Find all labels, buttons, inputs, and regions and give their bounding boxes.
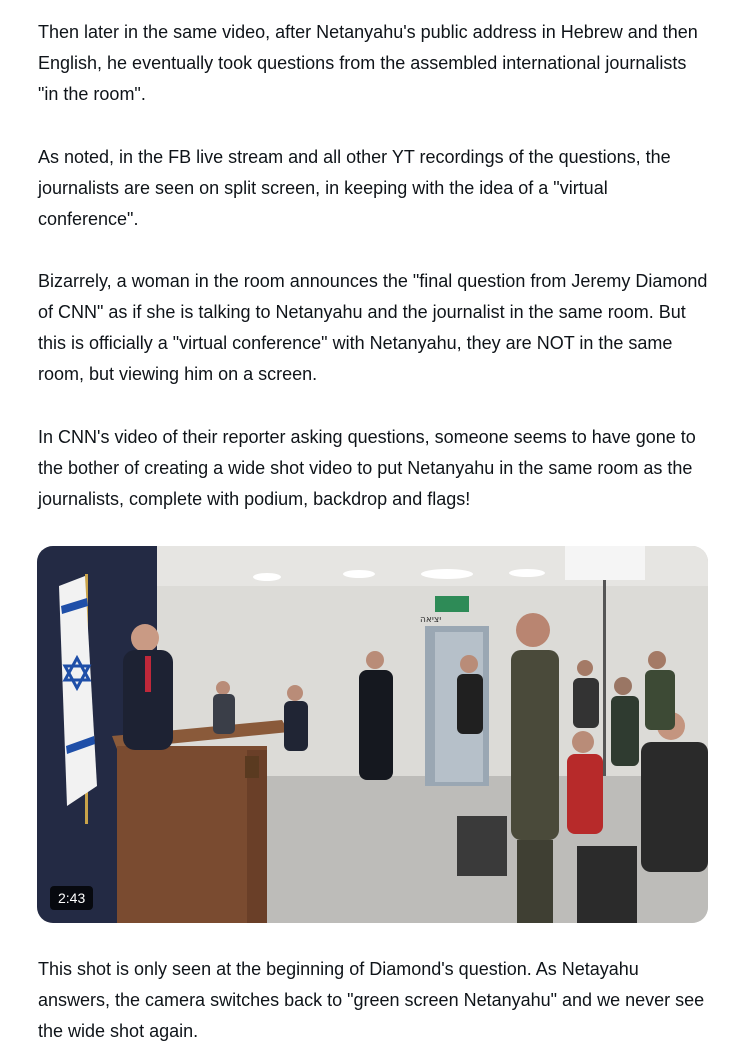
paragraph-1: Then later in the same video, after Netanyahu's public address in Hebrew and then English, he eventually took questions from the assembled international journalists "in the room". [38, 22, 698, 104]
video-duration-badge: 2:43 [50, 886, 93, 910]
paragraph-5: This shot is only seen at the beginning of Diamond's question. As Netayahu answers, the camera switches back to "green screen Netanyahu" and we never see the wide shot again. [38, 959, 705, 1041]
paragraph-4: In CNN's video of their reporter asking questions, someone seems to have gone to the bother of creating a wide shot video to put Netanyahu in the same room as the journalists, complete with podium, backdrop and flags! [38, 427, 696, 509]
paragraph-3: Bizarrely, a woman in the room announces the "final question from Jeremy Diamond of CNN" as if she is talking to Netanyahu and the journalist in the same room. But this is officially a "virtual conference" with Netanyahu, they are NOT in the same room, but viewing him on a screen. [38, 271, 708, 384]
video-player[interactable] [37, 546, 708, 923]
exit-sign-text: יציאה [420, 615, 442, 625]
video-thumbnail [37, 546, 708, 923]
paragraph-2: As noted, in the FB live stream and all other YT recordings of the questions, the journalists are seen on split screen, in keeping with the idea of a "virtual conference". [38, 147, 671, 229]
